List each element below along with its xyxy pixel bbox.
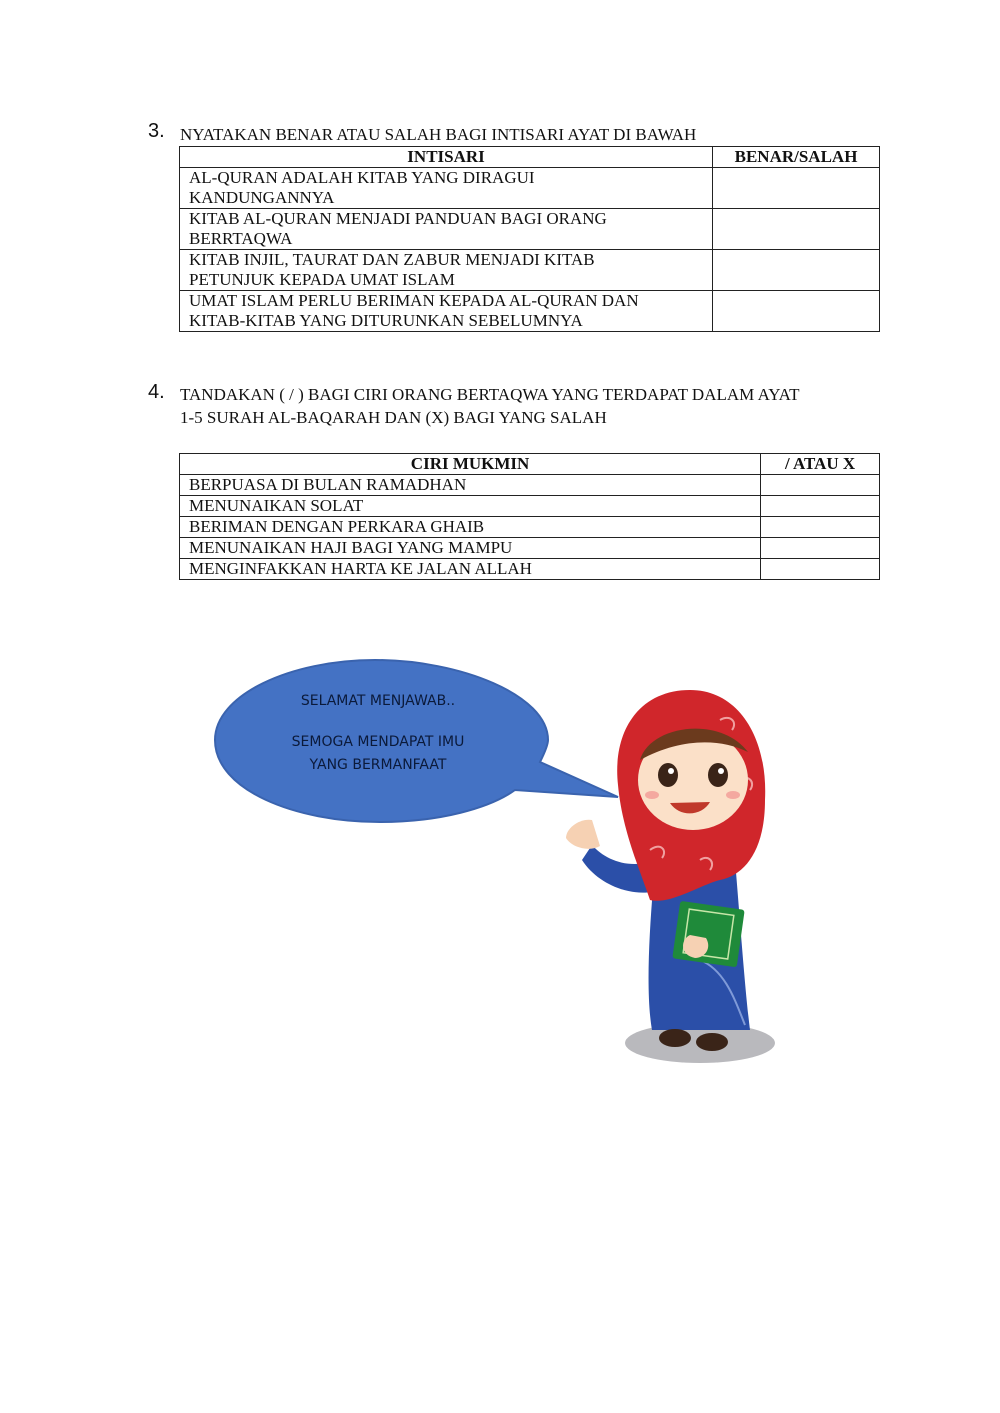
column-header-ciri-mukmin: CIRI MUKMIN (180, 454, 761, 475)
statement-line: KITAB AL-QURAN MENJADI PANDUAN BAGI ORANG (189, 209, 607, 228)
bubble-line-2: SEMOGA MENDAPAT IMU (291, 734, 465, 750)
statement-line: UMAT ISLAM PERLU BERIMAN KEPADA AL-QURAN DAN (189, 291, 639, 310)
instruction-line: 1-5 SURAH AL-BAQARAH DAN (X) BAGI YANG SALAH (180, 408, 607, 427)
bubble-line-1: SELAMAT MENJAWAB.. (300, 693, 456, 709)
statement-line: KANDUNGANNYA (189, 188, 335, 207)
statement-line: AL-QURAN ADALAH KITAB YANG DIRAGUI (189, 168, 535, 187)
cheek (726, 791, 740, 799)
trait-cell: MENUNAIKAN HAJI BAGI YANG MAMPU (180, 538, 761, 559)
question-instruction: NYATAKAN BENAR ATAU SALAH BAGI INTISARI AYAT DI BAWAH (180, 125, 697, 144)
statement-line: PETUNJUK KEPADA UMAT ISLAM (189, 270, 455, 289)
right-eye (708, 763, 728, 787)
book (672, 901, 744, 967)
left-foot (659, 1029, 691, 1047)
question-number: 3. (148, 120, 165, 142)
trait-cell: MENUNAIKAN SOLAT (180, 496, 761, 517)
column-header-benar-salah: BENAR/SALAH (713, 147, 880, 168)
statement-line: BERRTAQWA (189, 229, 293, 248)
question-number: 4. (148, 381, 165, 403)
girl-character-illustration (566, 690, 775, 1063)
hand (566, 820, 600, 849)
left-eye (658, 763, 678, 787)
bubble-line-3: YANG BERMANFAAT (309, 757, 447, 773)
statement-line: KITAB-KITAB YANG DITURUNKAN SEBELUMNYA (189, 311, 583, 330)
right-foot (696, 1033, 728, 1051)
column-header-intisari: INTISARI (180, 147, 713, 168)
column-header-tick-or-x: / ATAU X (761, 454, 880, 475)
trait-cell: BERPUASA DI BULAN RAMADHAN (180, 475, 761, 496)
statement-line: KITAB INJIL, TAURAT DAN ZABUR MENJADI KITAB (189, 250, 595, 269)
trait-cell: MENGINFAKKAN HARTA KE JALAN ALLAH (180, 559, 761, 580)
cheek (645, 791, 659, 799)
instruction-line: TANDAKAN ( / ) BAGI CIRI ORANG BERTAQWA YANG TERDAPAT DALAM AYAT (180, 385, 800, 404)
trait-cell: BERIMAN DENGAN PERKARA GHAIB (180, 517, 761, 538)
